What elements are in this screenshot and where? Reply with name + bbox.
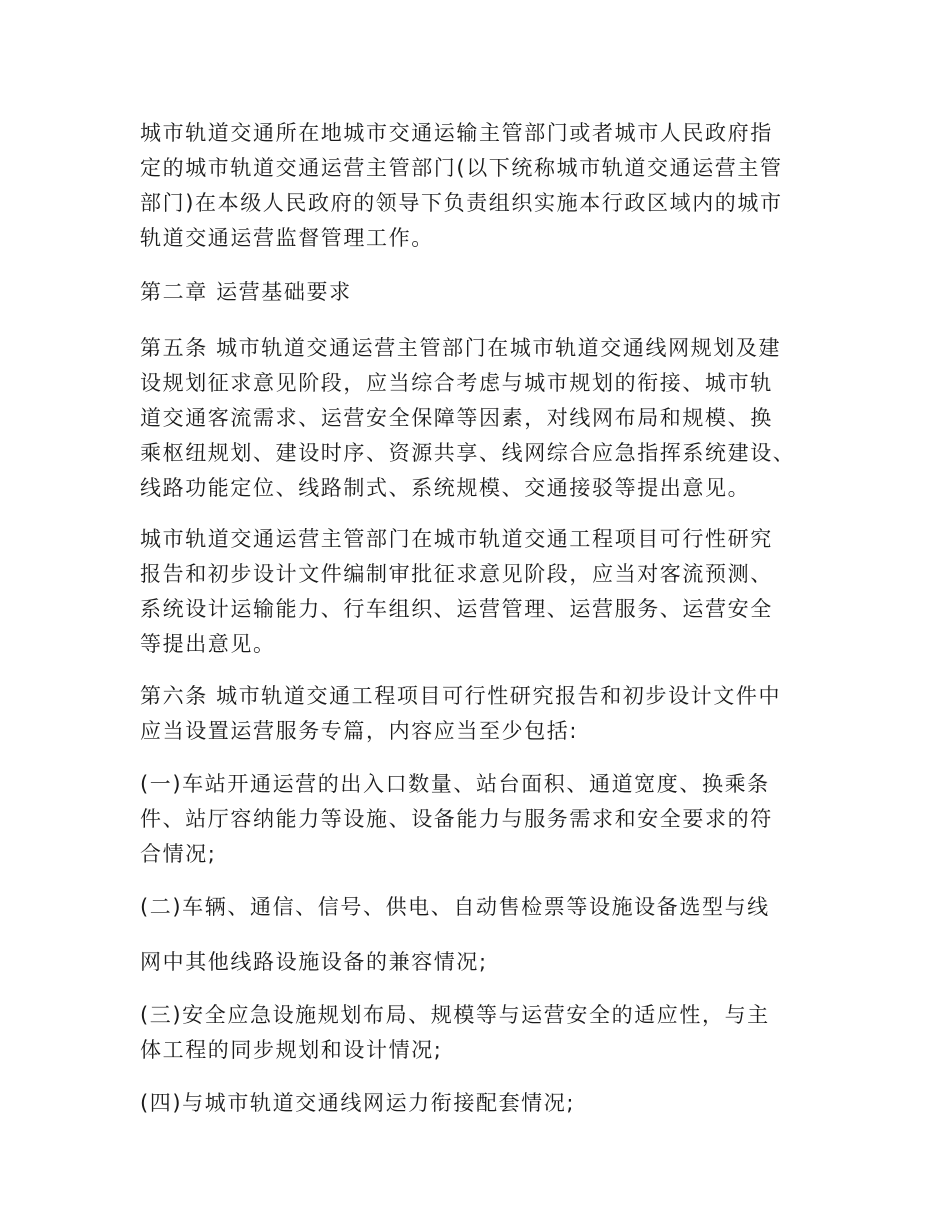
text-line: 体工程的同步规划和设计情况; xyxy=(140,1038,443,1062)
text-line: 设规划征求意见阶段，应当综合考虑与城市规划的衔接、城市轨 xyxy=(140,371,773,395)
list-item-4 xyxy=(140,1086,575,1121)
paragraph-article-5 xyxy=(140,331,795,506)
list-item-1 xyxy=(140,767,773,872)
document-page xyxy=(140,0,815,1230)
text-line: 应当设置运营服务专篇，内容应当至少包括: xyxy=(140,719,579,743)
text-line: 第五条 城市轨道交通运营主管部门在城市轨道交通线网规划及建 xyxy=(140,336,782,360)
paragraph-article-5-feasibility xyxy=(140,522,773,662)
text-line: 道交通客流需求、运营安全保障等因素，对线网布局和规模、换 xyxy=(140,406,773,430)
text-line: 线路功能定位、线路制式、系统规模、交通接驳等提出意见。 xyxy=(140,476,751,500)
chapter-heading xyxy=(140,275,352,310)
list-item-3 xyxy=(140,998,770,1068)
text-line: (二)车辆、通信、信号、供电、自动售检票等设施设备选型与线 xyxy=(140,895,770,919)
text-line: (一)车站开通运营的出入口数量、站台面积、通道宽度、换乘条 xyxy=(140,772,770,796)
text-line: 第二章 运营基础要求 xyxy=(140,280,352,304)
text-line: 城市轨道交通运营主管部门在城市轨道交通工程项目可行性研究 xyxy=(140,527,773,551)
text-line: 件、站厅容纳能力等设施、设备能力与服务需求和安全要求的符 xyxy=(140,807,773,831)
text-line: (四)与城市轨道交通线网运力衔接配套情况; xyxy=(140,1091,576,1115)
text-line: 部门)在本级人民政府的领导下负责组织实施本行政区域内的城市 xyxy=(140,191,783,215)
text-line: 定的城市轨道交通运营主管部门(以下统称城市轨道交通运营主管 xyxy=(140,156,783,180)
paragraph-intro-authority xyxy=(140,116,783,256)
text-line: 网中其他线路设施设备的兼容情况; xyxy=(140,950,488,974)
text-line: 系统设计运输能力、行车组织、运营管理、运营服务、运营安全 xyxy=(140,597,773,621)
text-line: 合情况; xyxy=(140,842,217,866)
list-item-2-start xyxy=(140,890,770,925)
list-item-2-end xyxy=(140,945,488,980)
text-line: 第六条 城市轨道交通工程项目可行性研究报告和初步设计文件中 xyxy=(140,684,782,708)
text-line: 轨道交通运营监督管理工作。 xyxy=(140,226,434,250)
text-line: (三)安全应急设施规划布局、规模等与运营安全的适应性，与主 xyxy=(140,1003,770,1027)
paragraph-article-6 xyxy=(140,679,781,749)
text-line: 报告和初步设计文件编制审批征求意见阶段，应当对客流预测、 xyxy=(140,562,773,586)
text-line: 乘枢纽规划、建设时序、资源共享、线网综合应急指挥系统建设、 xyxy=(140,441,796,465)
text-line: 城市轨道交通所在地城市交通运输主管部门或者城市人民政府指 xyxy=(140,121,773,145)
text-line: 等提出意见。 xyxy=(140,632,276,656)
